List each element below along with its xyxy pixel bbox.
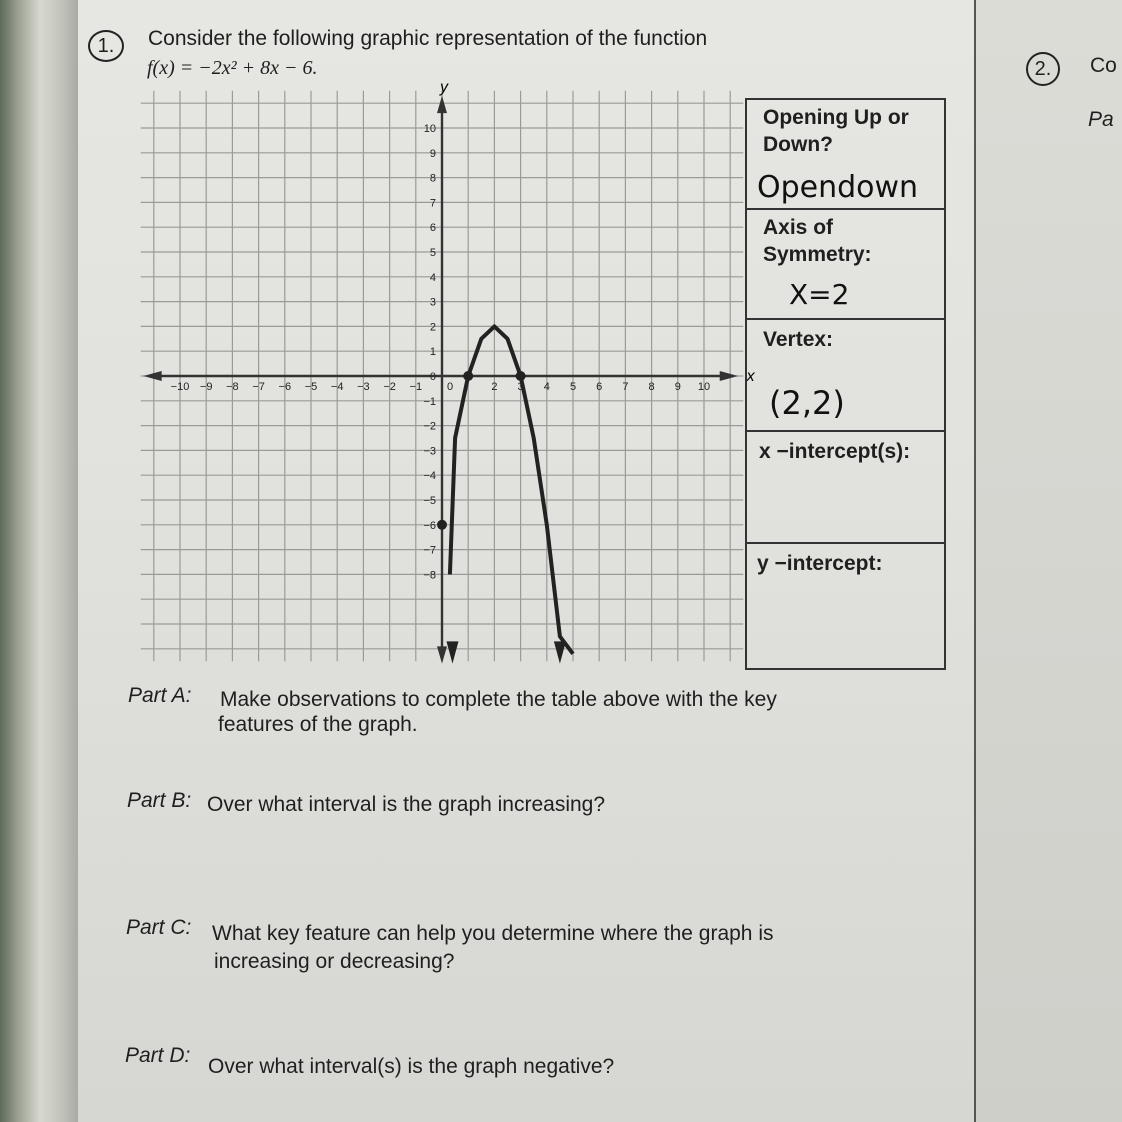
x-axis-label: x	[746, 368, 755, 385]
vertex-answer: (2,2)	[769, 384, 845, 422]
next-part-text: Pa	[1088, 108, 1114, 131]
y-tick-label: −3	[423, 445, 436, 458]
y-tick-label: 3	[429, 296, 436, 309]
part-a-text-line1: Make observations to complete the table above with the key	[220, 688, 777, 711]
y-tick-label: 4	[429, 271, 436, 284]
y-tick-label: −5	[423, 495, 436, 507]
graph-axes	[143, 79, 755, 664]
y-tick-label: 6	[429, 222, 436, 235]
x-intercept-cell	[745, 430, 946, 544]
intercept-point	[463, 371, 473, 381]
x-tick-label: −4	[330, 381, 344, 393]
part-d-text: Over what interval(s) is the graph negative?	[208, 1055, 615, 1078]
part-a-text-line2: features of the graph.	[218, 713, 418, 736]
parabola-graph	[140, 78, 755, 666]
x-tick-label: 8	[648, 381, 655, 393]
x-tick-label: 10	[697, 381, 711, 393]
part-b-text: Over what interval is the graph increasing?	[207, 793, 606, 816]
y-tick-label: −8	[423, 569, 436, 582]
y-intercept-label: y −intercept:	[757, 552, 883, 575]
y-tick-label: 8	[429, 172, 436, 185]
x-tick-label: 7	[622, 381, 629, 393]
key-features-table	[745, 98, 948, 670]
axis-label: Axis of Symmetry:	[763, 216, 872, 266]
curve-arrow-right	[554, 641, 566, 663]
y-axis-arrow-down	[437, 646, 447, 663]
x-tick-label: −10	[170, 381, 190, 393]
y-tick-label: −4	[423, 470, 436, 483]
part-b-tag: Part B:	[127, 789, 192, 812]
y-tick-label: 5	[429, 247, 436, 259]
x-intercept-label: x −intercept(s):	[759, 440, 911, 463]
x-tick-label: −3	[357, 381, 370, 393]
intercept-point	[516, 371, 526, 381]
y-tick-label: −2	[423, 420, 436, 433]
question-number: 1.	[97, 35, 115, 57]
curve-arrow-left	[446, 641, 458, 663]
y-intercept-cell	[745, 542, 946, 670]
y-tick-label: −1	[423, 395, 436, 408]
y-tick-label: 9	[429, 147, 436, 160]
x-tick-label: 4	[543, 381, 550, 393]
opening-answer: Opendown	[757, 170, 919, 205]
x-tick-label: −7	[252, 381, 265, 393]
x-axis-arrow-left	[143, 371, 161, 381]
question-intro: Consider the following graphic representation of the function	[148, 27, 708, 50]
y-tick-label: −7	[423, 544, 436, 557]
x-tick-label: −5	[304, 381, 318, 393]
next-question-number: 2.	[1034, 58, 1052, 80]
part-d-tag: Part D:	[125, 1044, 191, 1067]
y-tick-label: 7	[429, 197, 436, 210]
x-tick-label: 3	[517, 381, 524, 393]
function-formula: f(x) = −2x² + 8x − 6.	[147, 57, 318, 79]
y-tick-label: 1	[429, 346, 436, 359]
x-tick-label: 5	[569, 381, 577, 393]
x-tick-label: −1	[409, 381, 423, 393]
x-tick-label: −6	[278, 381, 292, 393]
graph-tick-labels	[171, 123, 710, 581]
vertex-cell	[745, 318, 946, 432]
next-question-text: Co	[1090, 54, 1117, 77]
opening-cell	[745, 98, 946, 210]
intercept-point	[437, 520, 447, 530]
axis-answer: X=2	[789, 278, 850, 311]
x-tick-label: 2	[491, 381, 498, 393]
y-axis-label: y	[440, 78, 448, 96]
y-tick-label: 2	[429, 321, 436, 334]
book-spine	[0, 0, 78, 1122]
question-number-badge	[88, 30, 124, 62]
next-page	[974, 0, 1122, 1122]
y-tick-label: −6	[423, 519, 436, 532]
x-tick-label: −2	[383, 381, 396, 393]
y-axis-arrow-up	[437, 96, 447, 113]
x-tick-label: −9	[199, 381, 213, 393]
part-a-tag: Part A:	[128, 684, 192, 707]
part-c-text-line1: What key feature can help you determine where the graph is	[212, 922, 774, 945]
y-tick-label: 0	[429, 371, 436, 383]
part-c-text-line2: increasing or decreasing?	[214, 950, 455, 973]
axis-cell	[745, 208, 946, 320]
x-tick-label: 0	[446, 381, 454, 393]
next-question-badge	[1026, 52, 1060, 86]
x-axis-arrow-right	[720, 371, 738, 381]
x-tick-label: 6	[596, 381, 603, 393]
vertex-label: Vertex:	[763, 328, 834, 351]
part-c-tag: Part C:	[126, 916, 192, 939]
y-tick-label: 10	[423, 123, 436, 135]
x-tick-label: −8	[226, 381, 239, 393]
opening-label: Opening Up or Down?	[763, 106, 909, 156]
x-tick-label: 9	[674, 381, 681, 393]
